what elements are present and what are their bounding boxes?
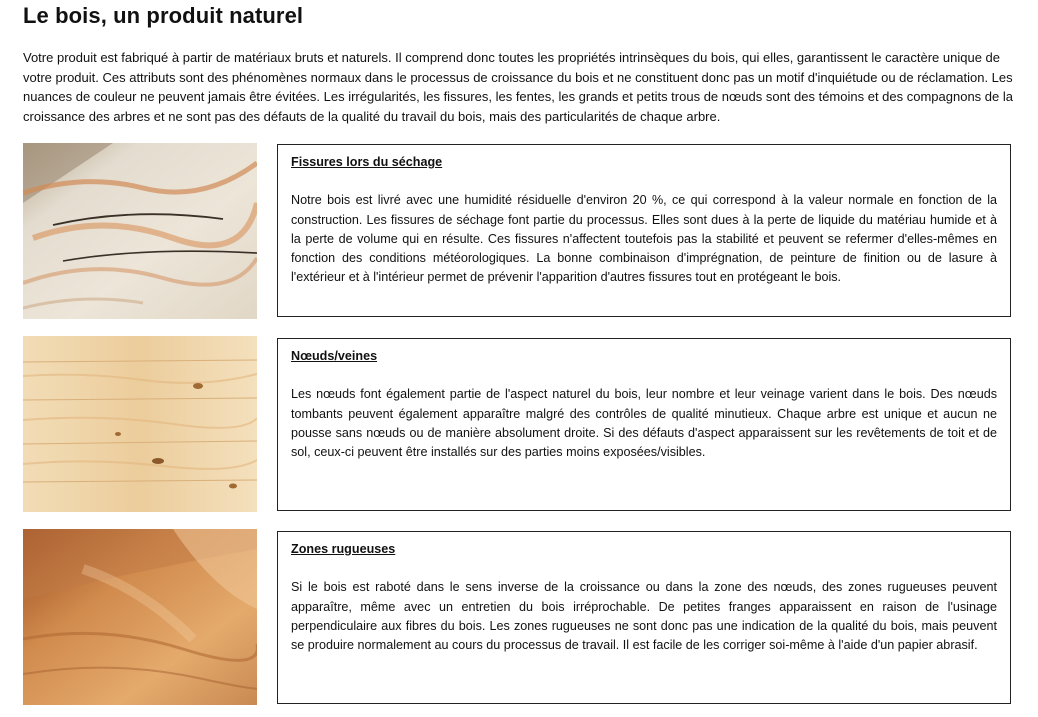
section-heading: Fissures lors du séchage: [291, 155, 443, 169]
intro-paragraph: Votre produit est fabriqué à partir de matériaux bruts et naturels. Il comprend donc toutes les propriétés intrinsèques du bois, qui elles, garantissent le caractère unique de votre produit. Ces attributs sont des phénomènes normaux dans le processus de croissance du bois et ne constituent donc pas un motif d'inquiétude ou de réclamation. Les nuances de couleur ne peuvent jamais être évitées. Les irrégularités, les fissures, les fentes, les grands et petits trous de nœuds sont des témoins et des compagnons de la croissance des arbres et ne sont pas des défauts de la qualité du travail du bois, mais des particularités de chaque arbre.: [23, 50, 1013, 124]
section-knots: [277, 338, 1011, 511]
knots-photo: [23, 336, 257, 512]
section-body: Notre bois est livré avec une humidité résiduelle d'environ 20 %, ce qui correspond à la valeur normale en fonction de la construction. Les fissures de séchage font partie du processus. Elles sont dues à la perte de liquide du matériau humide et à la perte de volume qui en résulte. Ces fissures n'affectent toutefois pas la stabilité et peuvent se refermer d'elles-mêmes en fonction des conditions météorologiques. La bonne combinaison d'imprégnation, de peinture de finition ou de lasure à l'extérieur et à l'intérieur permet de prévenir l'apparition d'autres fissures tout en protégeant le bois.: [291, 193, 997, 285]
drying-cracks-photo: [23, 143, 257, 319]
rough-areas-photo: [23, 529, 257, 705]
section-body: Si le bois est raboté dans le sens inverse de la croissance ou dans la zone des nœuds, des zones rugueuses peuvent apparaître, même avec un entretien du bois irréprochable. De petites franges apparaissent en raison de l'usinage perpendiculaire aux fibres du bois. Les zones rugueuses ne sont donc pas une indication de la qualité du bois, mais peuvent se produire normalement au cours du processus de travail. Il est facile de les corriger soi-même à l'aide d'un papier abrasif.: [291, 580, 997, 653]
page-title: Le bois, un produit naturel: [23, 3, 304, 28]
section-body: Les nœuds font également partie de l'aspect naturel du bois, leur nombre et leur veinage varient dans le bois. Des nœuds tombants peuvent également apparaître malgré des contrôles de qualité minutieux. Chaque arbre est unique et aucun ne pousse sans nœuds ou de manière absolument droite. Si des défauts d'aspect apparaissent sur les revêtements de toit et de sol, ceux-ci peuvent être installés sur des parties moins exposées/visibles.: [291, 387, 997, 460]
section-heading: Nœuds/veines: [291, 349, 378, 363]
section-rough-areas: [277, 531, 1011, 704]
section-heading: Zones rugueuses: [291, 542, 396, 556]
section-drying-cracks: [277, 144, 1011, 317]
